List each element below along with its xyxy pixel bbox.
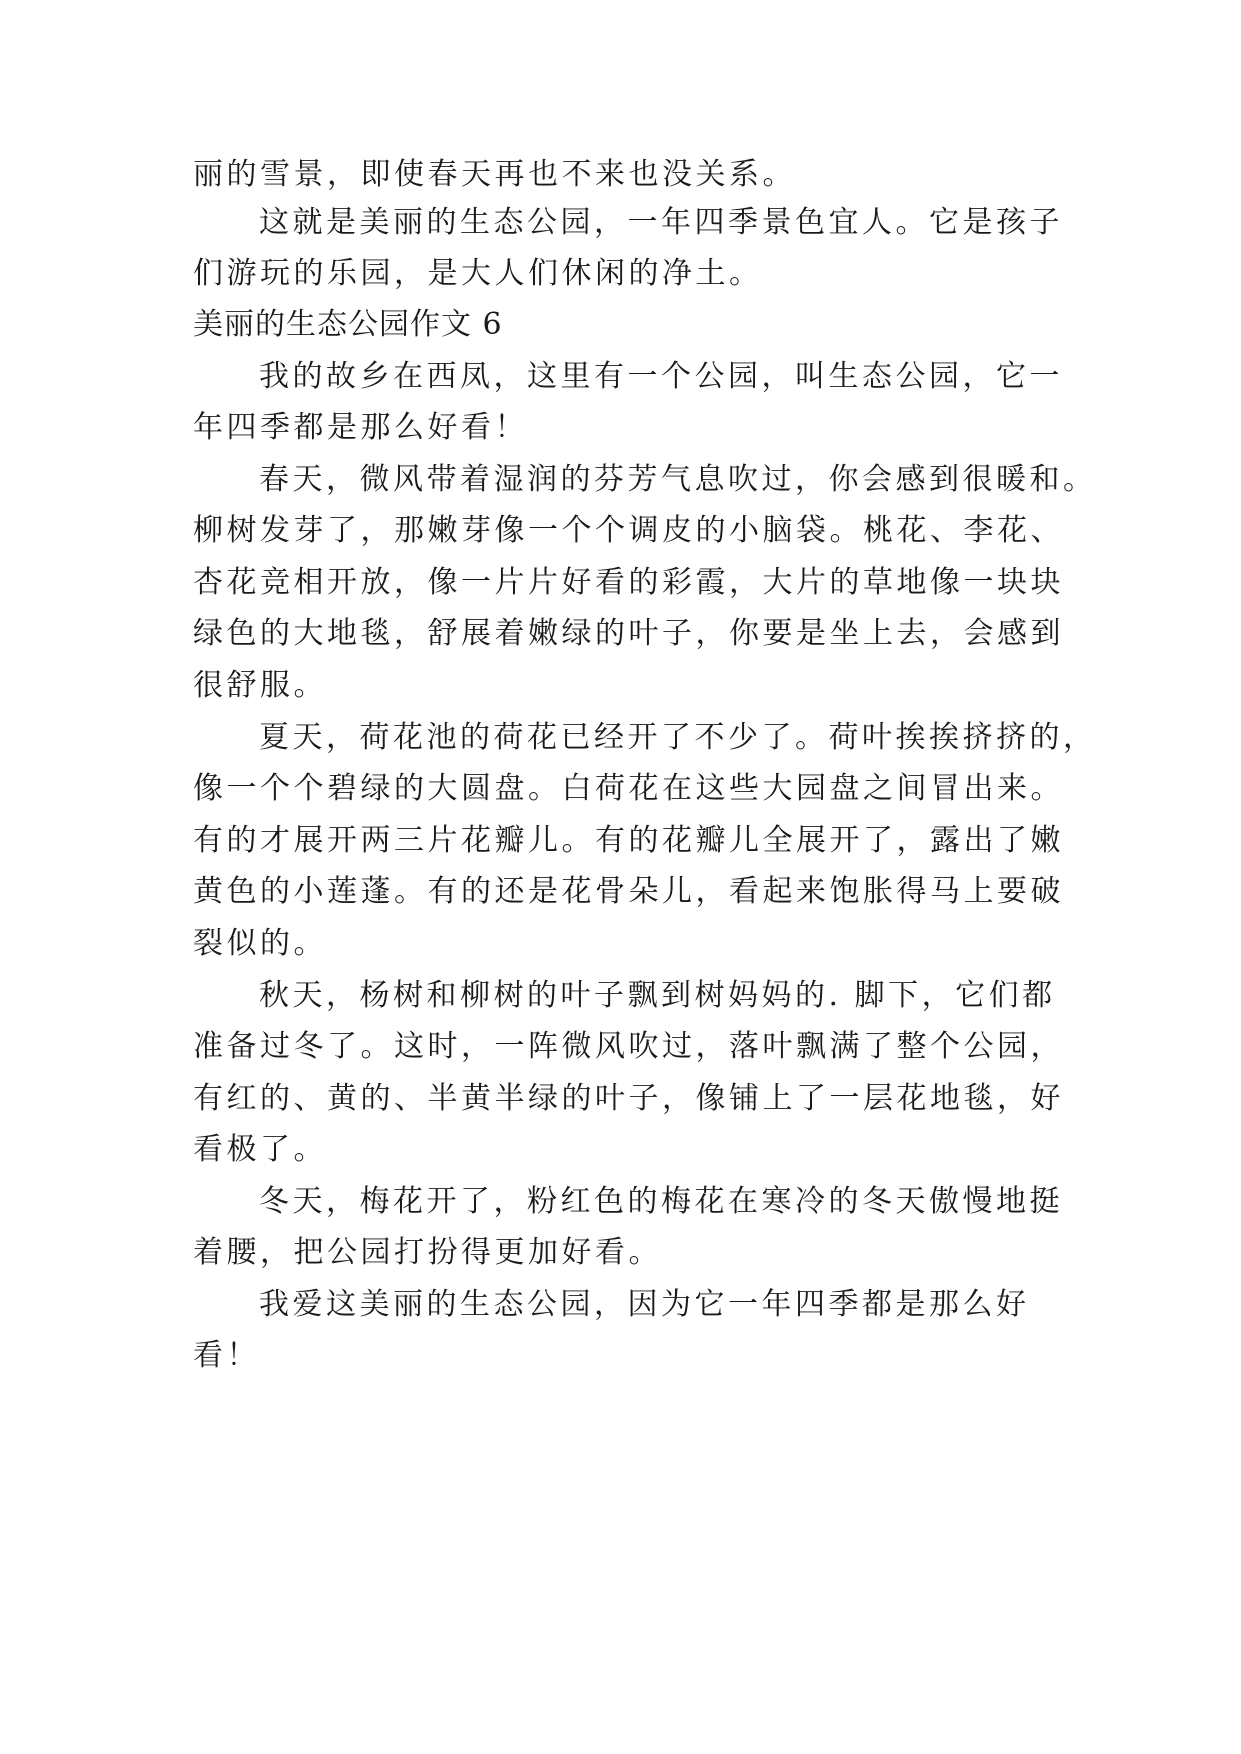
paragraph-line: 有红的、黄的、半黄半绿的叶子，像铺上了一层花地毯，好 — [193, 1081, 1064, 1116]
paragraph-line: 黄色的小莲蓬。有的还是花骨朵儿，看起来饱胀得马上要破 — [193, 874, 1064, 909]
section-heading: 美丽的生态公园作文 6 — [193, 307, 503, 342]
paragraph-line: 春天，微风带着湿润的芬芳气息吹过，你会感到很暖和。 — [259, 462, 1097, 497]
paragraph-line: 柳树发芽了，那嫩芽像一个个调皮的小脑袋。桃花、李花、 — [193, 513, 1064, 548]
paragraph-line: 冬天，梅花开了，粉红色的梅花在寒冷的冬天傲慢地挺 — [259, 1184, 1063, 1219]
paragraph-line: 看！ — [193, 1338, 260, 1373]
paragraph-line: 秋天，杨树和柳树的叶子飘到树妈妈的. 脚下，它们都 — [259, 978, 1056, 1013]
paragraph-line: 像一个个碧绿的大圆盘。白荷花在这些大园盘之间冒出来。 — [193, 771, 1064, 806]
paragraph-line: 着腰，把公园打扮得更加好看。 — [193, 1235, 662, 1270]
paragraph-line: 杏花竞相开放，像一片片好看的彩霞，大片的草地像一块块 — [193, 565, 1064, 600]
paragraph-line: 很舒服。 — [193, 668, 327, 703]
paragraph-line: 我爱这美丽的生态公园，因为它一年四季都是那么好 — [259, 1287, 1030, 1322]
paragraph-line: 丽的雪景，即使春天再也不来也没关系。 — [193, 157, 796, 192]
paragraph-line: 有的才展开两三片花瓣儿。有的花瓣儿全展开了，露出了嫩 — [193, 823, 1064, 858]
paragraph-line: 这就是美丽的生态公园，一年四季景色宜人。它是孩子 — [259, 205, 1063, 240]
paragraph-line: 夏天，荷花池的荷花已经开了不少了。荷叶挨挨挤挤的， — [259, 720, 1097, 755]
paragraph-line: 们游玩的乐园，是大人们休闲的净土。 — [193, 256, 763, 291]
paragraph-line: 我的故乡在西凤，这里有一个公园，叫生态公园，它一 — [259, 359, 1063, 394]
paragraph-line: 看极了。 — [193, 1132, 327, 1167]
paragraph-line: 裂似的。 — [193, 926, 327, 961]
paragraph-line: 准备过冬了。这时，一阵微风吹过，落叶飘满了整个公园， — [193, 1029, 1064, 1064]
paragraph-line: 绿色的大地毯，舒展着嫩绿的叶子，你要是坐上去，会感到 — [193, 616, 1064, 651]
paragraph-line: 年四季都是那么好看！ — [193, 410, 528, 445]
